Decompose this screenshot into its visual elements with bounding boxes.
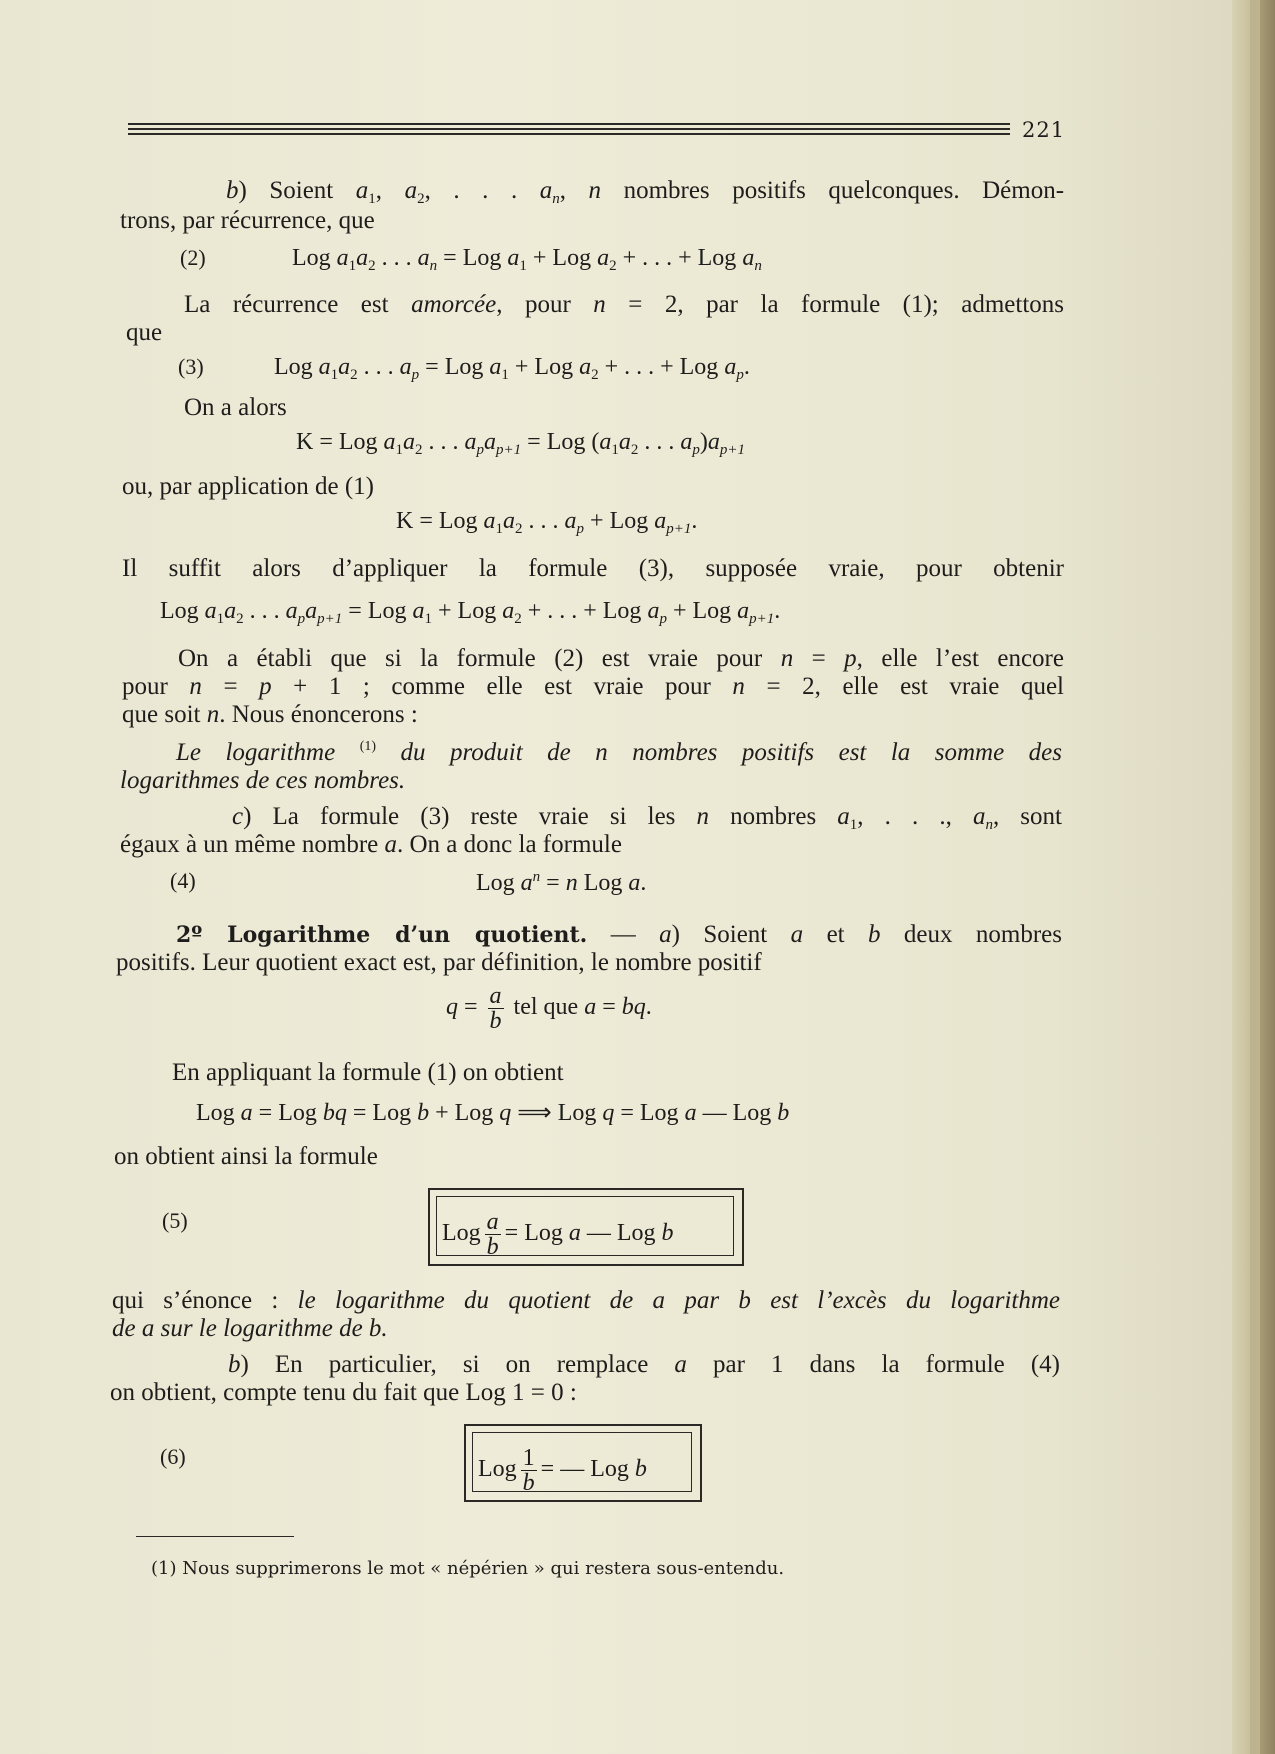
fraction-numerator: a: [489, 983, 502, 1009]
section-heading: 2º Logarithme d’un quotient.: [176, 922, 588, 948]
text-line: b) Soient $a_1$, $a_2$, . . . $a_n$, n nombres positifs quelconques. Démon-: [226, 177, 1065, 207]
equation: Log $a_1a_2$ . . . $a_p$ = Log $a_1$ + Log $a_2$ + . . . + Log $a_p$.: [274, 354, 750, 383]
boxed-equation: Log $\frac{a}{b}$ = Log a — Log b: [442, 1209, 674, 1260]
equation-number: (2): [180, 245, 206, 270]
equation-number: (3): [178, 354, 204, 379]
footnote: (1) Nous supprimerons le mot « népérien » qui restera sous-entendu.: [151, 1558, 785, 1579]
boxed-equation: Log $\frac{1}{b}$ = — Log b: [478, 1445, 647, 1496]
header-rule: [128, 128, 1010, 130]
theorem-line: logarithmes de ces nombres.: [120, 767, 406, 794]
text-line: égaux à un même nombre a. On a donc la formule: [120, 831, 622, 858]
page-number: 221: [1022, 118, 1066, 142]
page-edge: [1232, 0, 1250, 1754]
text-line: on obtient, compte tenu du fait que Log 1 = 0 :: [110, 1379, 577, 1406]
theorem-line: Le logarithme $^{(1)}$ du produit de n nombres positifs est la somme des: [176, 739, 1063, 766]
text-line: pour n = p + 1 ; comme elle est vraie pour n = 2, elle est vraie quel: [122, 673, 1064, 700]
text-line: c) La formule (3) reste vraie si les n nombres $a_1$, . . ., $a_n$, sont: [232, 803, 1062, 833]
footnote-rule: [136, 1536, 294, 1537]
text-line: on obtient ainsi la formule: [114, 1143, 378, 1170]
equation: K = Log $a_1a_2$ . . . $a_pa_{p+1}$ = Log ($a_1a_2$ . . . $a_p)a_{p+1}$: [296, 429, 745, 458]
text-line: b) En particulier, si on remplace a par 1 dans la formule (4): [228, 1351, 1061, 1378]
header-rule: [128, 123, 1010, 125]
fraction-numerator: a: [486, 1209, 499, 1235]
text-line: qui s’énonce : le logarithme du quotient de a par b est l’excès du logarithme: [112, 1287, 1060, 1314]
text-line: Il suffit alors d’appliquer la formule (3), supposée vraie, pour obtenir: [122, 555, 1064, 582]
equation: Log a = Log bq = Log b + Log q ⟹ Log q = Log a — Log b: [196, 1100, 790, 1126]
section-heading-line: 2º Logarithme d’un quotient. — a) Soient a et b deux nombres: [176, 921, 1063, 948]
equation: Log $a_1a_2$ . . . $a_pa_{p+1}$ = Log $a_1$ + Log $a_2$ + . . . + Log $a_p$ + Log $a_{p+1}$.: [160, 598, 781, 627]
equation: Log $a^n = n$ Log a.: [476, 869, 647, 896]
text-line: ou, par application de (1): [122, 473, 374, 500]
footnote-ref: (1): [359, 739, 377, 754]
equation-number: (5): [162, 1208, 188, 1233]
page-edge: [1250, 0, 1260, 1754]
equation: Log $a_1a_2$ . . . $a_n$ = Log $a_1$ + Log $a_2$ + . . . + Log $a_n$: [292, 245, 762, 274]
text-line: On a alors: [184, 394, 287, 421]
text-line: On a établi que si la formule (2) est vraie pour n = p, elle l’est encore: [178, 645, 1064, 672]
fraction-numerator: 1: [522, 1445, 535, 1471]
fraction-denominator: b: [522, 1470, 535, 1496]
equation-number: (6): [160, 1444, 186, 1469]
equation: K = Log $a_1a_2$ . . . $a_p$ + Log $a_{p+1}$.: [396, 508, 698, 537]
page-edge: [1260, 0, 1275, 1754]
text-line: que: [126, 319, 163, 346]
text-line: positifs. Leur quotient exact est, par définition, le nombre positif: [116, 949, 762, 976]
text-line: trons, par récurrence, que: [120, 207, 375, 234]
header-rule: [128, 133, 1010, 135]
text-line: que soit n. Nous énoncerons :: [122, 701, 418, 728]
fraction-denominator: b: [486, 1234, 499, 1260]
text-line: La récurrence est amorcée, pour n = 2, par la formule (1); admettons: [184, 291, 1064, 318]
text-line: En appliquant la formule (1) on obtient: [172, 1059, 564, 1086]
equation: q = $\frac{a}{b}$ tel que a = bq.: [446, 983, 652, 1034]
text-line: de a sur le logarithme de b.: [112, 1315, 388, 1342]
fraction-denominator: b: [489, 1008, 502, 1034]
equation-number: (4): [170, 868, 196, 893]
